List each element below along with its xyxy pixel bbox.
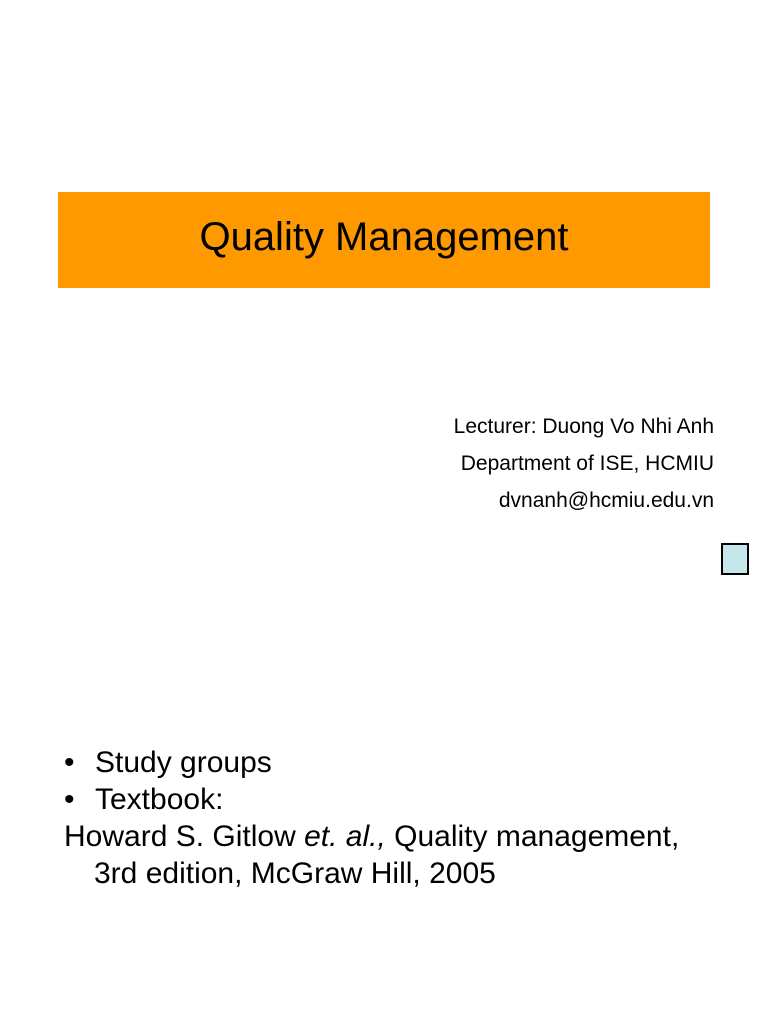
bullet-item-study-groups [64,744,724,781]
lecturer-info [454,408,714,519]
textbook-reference [64,818,724,892]
bullet-item-textbook [64,781,724,818]
reference-etal: et. al., [304,820,386,853]
slide-content [64,744,724,892]
reference-details: Quality management, 3rd edition, McGraw Hill, 2005 [94,820,680,890]
slide-title: Quality Management [199,215,569,259]
bullet-icon: • [64,783,75,816]
department: Department of ISE, HCMIU [460,452,714,475]
square-frame-icon [721,543,749,575]
bullet-label: Textbook: [95,783,224,816]
bullet-label: Study groups [95,746,272,779]
email: dvnanh@hcmiu.edu.vn [498,489,714,512]
title-banner [58,192,710,288]
reference-authors: Howard S. Gitlow [64,820,305,853]
lecturer-name: Lecturer: Duong Vo Nhi Anh [453,415,714,438]
bullet-icon: • [64,746,75,779]
